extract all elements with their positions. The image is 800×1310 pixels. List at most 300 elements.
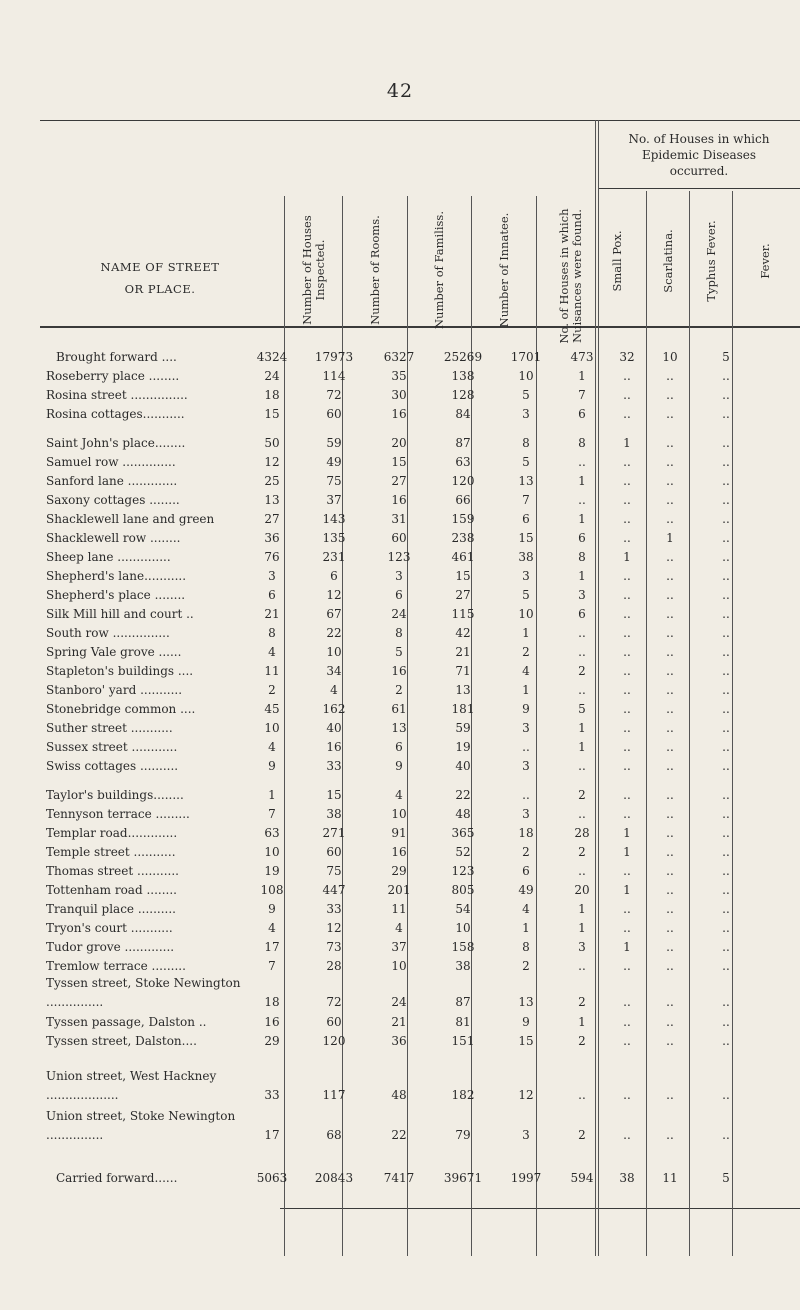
table-cell: ..: [578, 455, 586, 469]
table-cell: 17: [264, 940, 280, 954]
table-cell: 10: [518, 607, 534, 621]
table-cell: 16: [391, 407, 407, 421]
table-row: [40, 605, 800, 624]
table-cell: ..: [623, 569, 631, 583]
table-cell: 1: [623, 436, 631, 450]
table-cell: 10: [326, 645, 342, 659]
table-cell: 461: [451, 550, 475, 564]
table-cell: 5: [522, 388, 530, 402]
table-cell: 4: [395, 921, 403, 935]
table-cell: 9: [522, 1015, 530, 1029]
table-cell: ..: [666, 807, 674, 821]
table-cell: 42: [455, 626, 471, 640]
table-cell: 32: [619, 350, 635, 364]
table-cell: 59: [326, 436, 342, 450]
table-cell: ..: [623, 921, 631, 935]
table-cell: 39671: [443, 1171, 483, 1185]
table-cell: ..: [722, 1128, 730, 1142]
table-cell: ..: [666, 407, 674, 421]
table-cell: 84: [455, 407, 471, 421]
table-cell: 1: [522, 921, 530, 935]
table-cell: 34: [326, 664, 342, 678]
table-cell: 135: [322, 531, 346, 545]
table-cell: ..: [666, 702, 674, 716]
table-cell: 16: [264, 1015, 280, 1029]
table-cell: ..: [623, 455, 631, 469]
place-name: Tyssen street, Dalston....: [46, 1034, 197, 1048]
table-cell: ..: [666, 995, 674, 1009]
table-row: [40, 367, 800, 386]
table-cell: ..: [722, 740, 730, 754]
place-name: Brought forward ....: [56, 350, 177, 364]
table-cell: ..: [722, 407, 730, 421]
table-cell: 5: [395, 645, 403, 659]
table-cell: 238: [451, 531, 475, 545]
table-cell: ..: [578, 807, 586, 821]
table-cell: 3: [268, 569, 276, 583]
table-row: [40, 472, 800, 491]
table-cell: ..: [722, 607, 730, 621]
table-cell: ..: [722, 721, 730, 735]
table-row: [40, 786, 800, 805]
place-name: South row ...............: [46, 626, 170, 640]
table-cell: ..: [623, 683, 631, 697]
table-cell: 2: [578, 664, 586, 678]
col-header-scarlatina: Scarlatina.: [660, 229, 675, 293]
table-cell: 87: [455, 436, 471, 450]
table-cell: 60: [326, 845, 342, 859]
table-cell: 1: [578, 474, 586, 488]
table-cell: 120: [322, 1034, 346, 1048]
table-cell: ..: [666, 493, 674, 507]
table-cell: 29: [391, 864, 407, 878]
place-name: Tremlow terrace .........: [46, 959, 186, 973]
table-cell: ..: [666, 759, 674, 773]
table-cell: 16: [391, 664, 407, 678]
table-cell: 60: [326, 1015, 342, 1029]
table-cell: ..: [623, 995, 631, 1009]
table-cell: 87: [455, 995, 471, 1009]
place-name: Suther street ...........: [46, 721, 173, 735]
table-cell: ..: [722, 1034, 730, 1048]
place-name: Thomas street ...........: [46, 864, 179, 878]
table-cell: 13: [518, 474, 534, 488]
table-cell: 3: [578, 940, 586, 954]
table-row: [40, 453, 800, 472]
table-cell: 10: [662, 350, 678, 364]
table-cell: 49: [326, 455, 342, 469]
table-cell: ..: [623, 474, 631, 488]
table-cell: 5: [722, 1171, 730, 1185]
table-cell: 5: [522, 588, 530, 602]
table-cell: 13: [518, 995, 534, 1009]
table-cell: 231: [322, 550, 346, 564]
group-header-line-2: Epidemic Diseases: [641, 148, 757, 162]
place-name: Tyssen street, Stoke Newington ...............: [46, 976, 241, 1009]
table-cell: 75: [326, 474, 342, 488]
table-cell: 6: [522, 512, 530, 526]
table-cell: 15: [518, 1034, 534, 1048]
table-cell: 447: [322, 883, 346, 897]
table-cell: 1: [522, 683, 530, 697]
table-cell: ..: [666, 607, 674, 621]
table-cell: ..: [666, 664, 674, 678]
table-cell: 29: [264, 1034, 280, 1048]
table-cell: 15: [455, 569, 471, 583]
table-cell: 10: [264, 845, 280, 859]
table-cell: 22: [391, 1128, 407, 1142]
table-cell: ..: [623, 902, 631, 916]
table-cell: 79: [455, 1128, 471, 1142]
table-cell: ..: [623, 740, 631, 754]
table-cell: 12: [326, 588, 342, 602]
table-row: [40, 586, 800, 605]
table-cell: 1: [623, 826, 631, 840]
table-cell: 27: [264, 512, 280, 526]
table-cell: 8: [578, 436, 586, 450]
table-row: [40, 919, 800, 938]
table-cell: 4: [268, 740, 276, 754]
table-cell: ..: [666, 588, 674, 602]
table-cell: ..: [578, 626, 586, 640]
place-name: Shepherd's lane...........: [46, 569, 187, 583]
table-row: [40, 681, 800, 700]
table-cell: 128: [451, 388, 475, 402]
place-name: Stanboro' yard ...........: [46, 683, 183, 697]
table-cell: 24: [391, 995, 407, 1009]
table-row: [40, 567, 800, 586]
table-cell: 2: [578, 995, 586, 1009]
table-cell: ..: [623, 626, 631, 640]
table-cell: 201: [387, 883, 411, 897]
table-cell: 15: [391, 455, 407, 469]
table-cell: ..: [666, 864, 674, 878]
table-cell: ..: [623, 721, 631, 735]
table-cell: 45: [264, 702, 280, 716]
place-name: Shacklewell lane and green: [46, 512, 215, 526]
table-cell: 1: [578, 512, 586, 526]
table-row: [40, 405, 800, 424]
table-cell: 8: [268, 626, 276, 640]
table-cell: ..: [722, 807, 730, 821]
place-name: Sussex street ............: [46, 740, 178, 754]
table-cell: ..: [666, 921, 674, 935]
table-cell: 6: [395, 740, 403, 754]
table-cell: 2: [268, 683, 276, 697]
table-cell: ..: [666, 474, 674, 488]
place-name: Shepherd's place ........: [46, 588, 186, 602]
table-cell: 60: [326, 407, 342, 421]
table-cell: 473: [570, 350, 594, 364]
table-cell: ..: [522, 788, 530, 802]
table-cell: 27: [455, 588, 471, 602]
table-row: [40, 738, 800, 757]
total-row: [40, 1169, 800, 1188]
table-cell: 22: [455, 788, 471, 802]
table-cell: 31: [391, 512, 407, 526]
name-column-header: [40, 256, 280, 300]
table-cell: 123: [387, 550, 411, 564]
table-cell: 5063: [256, 1171, 288, 1185]
table-cell: ..: [578, 645, 586, 659]
table-cell: 3: [522, 807, 530, 821]
table-cell: 2: [522, 645, 530, 659]
table-cell: 25269: [443, 350, 483, 364]
table-cell: 151: [451, 1034, 475, 1048]
place-name: Sheep lane ..............: [46, 550, 171, 564]
table-cell: ..: [722, 531, 730, 545]
place-name: Shacklewell row ........: [46, 531, 181, 545]
table-row: [40, 529, 800, 548]
table-cell: 16: [391, 493, 407, 507]
table-cell: 2: [522, 845, 530, 859]
table-cell: ..: [623, 493, 631, 507]
table-cell: 91: [391, 826, 407, 840]
table-cell: 15: [518, 531, 534, 545]
table-cell: ..: [666, 1128, 674, 1142]
table-cell: ..: [722, 702, 730, 716]
table-cell: ..: [623, 702, 631, 716]
table-cell: 28: [326, 959, 342, 973]
place-name: Samuel row ..............: [46, 455, 176, 469]
table-cell: 8: [522, 940, 530, 954]
table-cell: 9: [268, 759, 276, 773]
table-cell: 117: [322, 1088, 346, 1102]
table-cell: 24: [264, 369, 280, 383]
table-cell: 1: [578, 740, 586, 754]
table-row: [40, 1032, 800, 1051]
table-row: [40, 700, 800, 719]
table-cell: 1: [578, 721, 586, 735]
table-cell: ..: [623, 864, 631, 878]
table-cell: 3: [522, 569, 530, 583]
table-cell: 1: [623, 883, 631, 897]
table-cell: 4: [522, 902, 530, 916]
table-cell: 4: [522, 664, 530, 678]
table-cell: ..: [578, 493, 586, 507]
table-row: [40, 1109, 800, 1145]
table-cell: ..: [578, 759, 586, 773]
table-cell: ..: [666, 721, 674, 735]
table-cell: 33: [264, 1088, 280, 1102]
table-cell: ..: [722, 1088, 730, 1102]
table-row: [40, 386, 800, 405]
table-cell: ..: [666, 740, 674, 754]
table-cell: ..: [666, 645, 674, 659]
table-cell: ..: [578, 1088, 586, 1102]
table-cell: ..: [722, 883, 730, 897]
table-row: [40, 881, 800, 900]
col-header-inmates: Number of Innatee.: [496, 212, 511, 328]
table-cell: ..: [722, 864, 730, 878]
table-cell: ..: [522, 740, 530, 754]
table-row: [40, 900, 800, 919]
table-cell: 1: [522, 626, 530, 640]
table-cell: ..: [666, 626, 674, 640]
table-cell: 143: [322, 512, 346, 526]
table-cell: 3: [522, 759, 530, 773]
table-cell: ..: [623, 388, 631, 402]
table-cell: 1: [578, 1015, 586, 1029]
table-cell: 1: [578, 921, 586, 935]
table-cell: 594: [570, 1171, 594, 1185]
table-cell: 4324: [256, 350, 288, 364]
table-cell: 7417: [383, 1171, 415, 1185]
table-cell: ..: [722, 759, 730, 773]
table-cell: 10: [455, 921, 471, 935]
table-cell: 114: [322, 369, 346, 383]
table-cell: 28: [574, 826, 590, 840]
table-cell: 30: [391, 388, 407, 402]
table-cell: 40: [326, 721, 342, 735]
table-cell: 4: [330, 683, 338, 697]
table-cell: ..: [666, 845, 674, 859]
table-cell: 2: [522, 959, 530, 973]
table-cell: 9: [522, 702, 530, 716]
col-header-houses-inspected: Number of Houses Inspected.: [300, 215, 327, 325]
table-row: [40, 662, 800, 681]
table-cell: 3: [522, 721, 530, 735]
table-cell: 123: [451, 864, 475, 878]
table-cell: 38: [619, 1171, 635, 1185]
table-cell: ..: [666, 826, 674, 840]
table-cell: ..: [623, 759, 631, 773]
table-cell: 38: [455, 959, 471, 973]
table-cell: 18: [264, 388, 280, 402]
table-cell: ..: [666, 683, 674, 697]
place-name: Templar road.............: [46, 826, 178, 840]
table-cell: 71: [455, 664, 471, 678]
table-cell: ..: [666, 1015, 674, 1029]
table-cell: 15: [264, 407, 280, 421]
table-cell: 27: [391, 474, 407, 488]
table-cell: 4: [268, 921, 276, 935]
table-cell: 67: [326, 607, 342, 621]
table-cell: 63: [264, 826, 280, 840]
table-cell: 18: [264, 995, 280, 1009]
place-name: Tyssen passage, Dalston ..: [46, 1015, 207, 1029]
table-cell: 63: [455, 455, 471, 469]
table-cell: 6: [330, 569, 338, 583]
table-cell: ..: [666, 902, 674, 916]
name-header-line-1: NAME OF STREET: [100, 260, 220, 274]
table-cell: ..: [623, 807, 631, 821]
table-cell: 76: [264, 550, 280, 564]
table-cell: 49: [518, 883, 534, 897]
top-rule: [40, 120, 800, 121]
table-cell: ..: [666, 940, 674, 954]
table-cell: 21: [455, 645, 471, 659]
place-name: Tryon's court ...........: [46, 921, 173, 935]
table-cell: 162: [322, 702, 346, 716]
table-cell: 7: [268, 959, 276, 973]
table-cell: 17973: [314, 350, 354, 364]
table-row: [40, 843, 800, 862]
table-cell: ..: [623, 407, 631, 421]
group-header-line-3: occurred.: [669, 164, 729, 178]
table-cell: 13: [391, 721, 407, 735]
table-cell: 36: [264, 531, 280, 545]
table-cell: 181: [451, 702, 475, 716]
table-cell: ..: [722, 902, 730, 916]
table-cell: 10: [391, 807, 407, 821]
table-cell: ..: [722, 788, 730, 802]
table-cell: 6: [578, 531, 586, 545]
table-cell: ..: [578, 683, 586, 697]
table-cell: 10: [518, 369, 534, 383]
table-cell: ..: [722, 436, 730, 450]
table-cell: 13: [264, 493, 280, 507]
table-row: [40, 719, 800, 738]
table-cell: 17: [264, 1128, 280, 1142]
epidemic-group-header: [598, 131, 800, 179]
table-cell: ..: [666, 388, 674, 402]
place-name: Tennyson terrace .........: [46, 807, 190, 821]
table-cell: 72: [326, 995, 342, 1009]
table-row: [40, 757, 800, 776]
table-cell: ..: [623, 369, 631, 383]
table-cell: 4: [268, 645, 276, 659]
table-cell: 12: [264, 455, 280, 469]
table-cell: 7: [578, 388, 586, 402]
table-cell: ..: [666, 455, 674, 469]
table-cell: 8: [522, 436, 530, 450]
table-row: [40, 1069, 800, 1105]
table-cell: 1: [578, 369, 586, 383]
table-cell: 50: [264, 436, 280, 450]
table-cell: 1: [623, 550, 631, 564]
table-row: [40, 434, 800, 453]
table-cell: 16: [326, 740, 342, 754]
table-cell: ..: [722, 474, 730, 488]
table-cell: 10: [264, 721, 280, 735]
table-cell: ..: [623, 788, 631, 802]
table-cell: ..: [722, 940, 730, 954]
table-cell: 6327: [383, 350, 415, 364]
table-cell: 73: [326, 940, 342, 954]
table-cell: ..: [722, 369, 730, 383]
table-cell: ..: [623, 1034, 631, 1048]
table-cell: ..: [722, 512, 730, 526]
table-row: [40, 643, 800, 662]
table-cell: ..: [623, 1015, 631, 1029]
table-cell: ..: [722, 569, 730, 583]
table-row: [40, 491, 800, 510]
table-cell: 12: [518, 1088, 534, 1102]
table-cell: 20: [391, 436, 407, 450]
table-cell: 20: [574, 883, 590, 897]
table-cell: 13: [455, 683, 471, 697]
table-cell: ..: [666, 369, 674, 383]
place-name: Silk Mill hill and court ..: [46, 607, 194, 621]
table-cell: 271: [322, 826, 346, 840]
table-cell: ..: [623, 645, 631, 659]
table-cell: 8: [578, 550, 586, 564]
table-cell: 11: [264, 664, 280, 678]
table-cell: 6: [268, 588, 276, 602]
table-cell: 52: [455, 845, 471, 859]
table-cell: 1: [623, 845, 631, 859]
table-cell: 1: [666, 531, 674, 545]
place-name: Sanford lane .............: [46, 474, 178, 488]
table-cell: 8: [395, 626, 403, 640]
table-cell: 38: [518, 550, 534, 564]
table-cell: ..: [722, 493, 730, 507]
table-cell: ..: [722, 455, 730, 469]
table-cell: 120: [451, 474, 475, 488]
table-cell: 9: [395, 759, 403, 773]
table-cell: ..: [578, 864, 586, 878]
